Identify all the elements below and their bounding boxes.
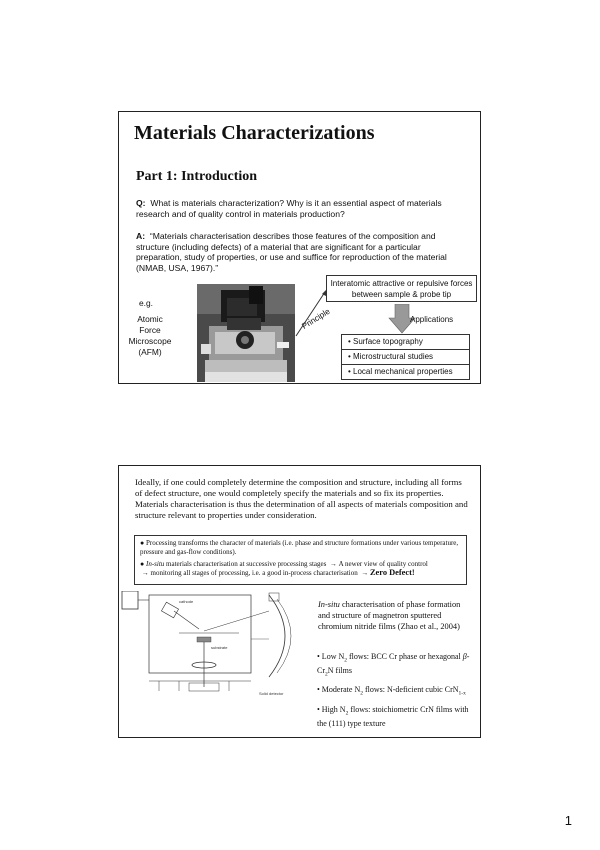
afm-photo [197, 284, 295, 382]
diagram-caption [318, 599, 468, 632]
application-item: • Local mechanical properties [348, 367, 453, 376]
application-item: • Surface topography [342, 335, 469, 350]
list-item [317, 652, 472, 680]
list-sub: 2 [325, 671, 328, 678]
answer-text: “Materials characterisation describes those features of the composition and structure (including defects) of a material that are significant for a particular preparation, study of properties, or use and suffice for reproduction of the material (NMAB, USA, 1967).” [136, 231, 447, 273]
afm-label [119, 314, 181, 358]
answer-block [136, 231, 466, 273]
question-text: What is materials characterization? Why is it an essential aspect of materials research and of quality control in materials production? [136, 198, 442, 219]
page-number: 1 [564, 813, 572, 828]
list-text: N films [327, 666, 352, 676]
afm-line: Microscope [128, 336, 172, 346]
slide-subtitle: Part 1: Introduction [136, 169, 258, 184]
list-text: • Moderate N [317, 685, 361, 695]
applications-label: Applications [410, 315, 454, 324]
bullet-insitu-text-a: materials characterisation at successive processing stages [164, 560, 327, 568]
list-sub: 2 [345, 710, 349, 717]
caption-text: characterisation of phase formation and structure of magnetron sputtered chromium nitride films (Zhao et al., 2004) [318, 600, 461, 631]
list-text: flows: N-deficient cubic CrN [362, 685, 459, 695]
list-text: -Cr [317, 652, 470, 676]
insitu-italic: In-situ [145, 560, 165, 568]
bullet-box [134, 535, 467, 585]
bullet-insitu [140, 560, 462, 577]
list-sub: 2 [360, 690, 363, 697]
sputtering-diagram [119, 591, 301, 701]
zero-defect: Zero Defect! [369, 567, 415, 577]
application-item: • Microstructural studies [342, 350, 469, 365]
list-greek: β [462, 652, 467, 661]
question-label: Q: [136, 198, 146, 208]
bullet-insitu-text-c: monitoring all stages of processing, i.e. a good in-process characterisation [150, 568, 358, 577]
afm-line: Force [139, 325, 161, 335]
principle-box: Interatomic attractive or repulsive forces between sample & probe tip [326, 275, 477, 302]
bullet-dot-icon: ● [140, 560, 145, 568]
list-text: • High N [317, 704, 346, 714]
question-block [136, 198, 466, 219]
bullet-dot-icon: ● [140, 539, 145, 547]
bullet-processing [140, 539, 462, 556]
answer-label: A: [136, 231, 146, 241]
list-sub: 2 [344, 657, 347, 664]
bullet-insitu-text-b: A newer view of quality control [338, 560, 428, 568]
list-text: flows: BCC Cr phase or hexagonal [347, 652, 463, 661]
bullet-processing-text: Processing transforms the character of materials (i.e. phase and structure formations under various temperature, pressure and gas-flow conditions). [140, 539, 459, 556]
right-arrow-icon: → [328, 560, 339, 568]
list-text: flows: stoichiometric CrN films with the (111) type texture [317, 704, 469, 728]
afm-line: Atomic [137, 314, 163, 324]
right-arrow-icon: → [140, 568, 151, 577]
principle-label: Principle [300, 306, 332, 331]
slide-title: Materials Characterizations [134, 122, 375, 144]
list-item [317, 685, 472, 699]
diagram-label: cathode [179, 599, 194, 604]
intro-paragraph: Ideally, if one could completely determine the composition and structure, including all forms of defect structure, one would completely specify the materials and so fix its properties. Materials characterisation is thus the determination of all aspects of materials composition and structure relevant to properties under consideration. [135, 477, 468, 520]
slide-1 [118, 111, 481, 384]
diagram-label: substrate [211, 645, 228, 650]
list-item [317, 705, 472, 729]
applications-list [341, 334, 470, 380]
caption-italic: In-situ [318, 600, 340, 609]
list-text: • Low N [317, 652, 345, 661]
diagram-label: Solid detector [259, 691, 284, 696]
right-arrow-icon: → [359, 568, 370, 577]
slide-2 [118, 465, 481, 738]
list-sub: 1-x [458, 690, 466, 697]
eg-label: e.g. [139, 298, 153, 308]
afm-line: (AFM) [138, 347, 162, 357]
nitrogen-flow-list [317, 652, 472, 733]
